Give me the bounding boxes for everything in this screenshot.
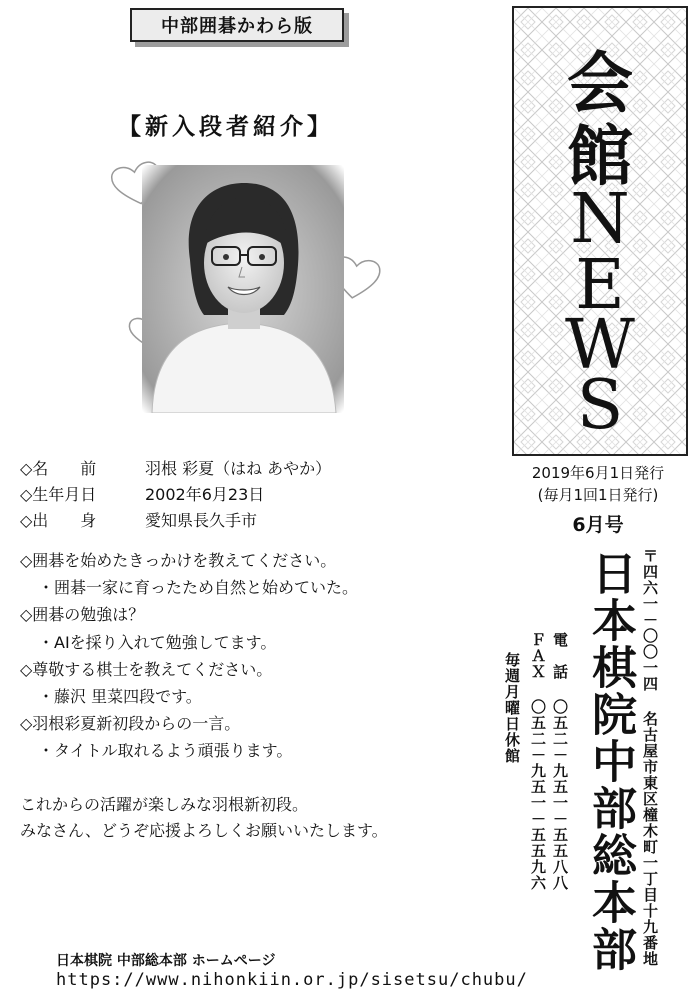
closing-line: みなさん、どうぞ応援よろしくお願いいたします。 — [20, 821, 388, 840]
header-tag: 中部囲碁かわら版 — [130, 8, 344, 42]
masthead-char: W — [565, 306, 635, 385]
masthead-char: S — [576, 366, 624, 445]
interview-question: ◇囲碁の勉強は？ — [20, 605, 145, 624]
closing-line: これからの活躍が楽しみな羽根新初段。 — [20, 795, 309, 814]
interview-answer: ・AIを採り入れて勉強してます。 — [38, 633, 277, 652]
homepage-label: 日本棋院 中部総本部 ホームページ — [56, 953, 276, 969]
masthead-char: 会 — [567, 44, 633, 122]
section-title: 【新入段者紹介】 — [118, 114, 334, 140]
org-address: 〒四六一－〇〇一四 名古屋市東区橦木町一丁目十九番地 — [641, 548, 659, 967]
issue-frequency: (毎月1回1日発行) — [537, 486, 659, 504]
issue-month: 6月号 — [572, 514, 624, 536]
interview-answer: ・タイトル取れるよう頑張ります。 — [38, 741, 293, 760]
interview-answer: ・囲碁一家に育ったため自然と始めていた。 — [38, 578, 359, 597]
profile-value: 羽根 彩夏（はね あやか） — [145, 459, 332, 478]
issue-date: 2019年6月1日発行 — [531, 464, 665, 482]
interview-question: ◇羽根彩夏新初段からの一言。 — [20, 714, 241, 733]
profile-label: ◇生年月日 — [20, 485, 97, 504]
profile-value: 2002年6月23日 — [145, 485, 265, 504]
org-fax: ＦＡＸ 〇五二－九五一－五五九六 — [529, 632, 547, 891]
masthead-char: 館 — [567, 117, 633, 195]
masthead — [512, 6, 688, 456]
profile-value: 愛知県長久手市 — [145, 511, 258, 530]
profile-label: ◇名 前 — [20, 459, 97, 478]
profile-label: ◇出 身 — [20, 511, 97, 530]
masthead-char: E — [575, 246, 625, 325]
interview-answer: ・藤沢 里菜四段です。 — [38, 687, 202, 706]
interview-question: ◇囲碁を始めたきっかけを教えてください。 — [20, 551, 337, 570]
masthead-char: N — [570, 180, 630, 259]
org-phone: 電 話 〇五二－九五一－五五八八 — [551, 632, 569, 891]
closed-day: 毎週月曜日休館 — [503, 652, 521, 764]
org-name: 日本棋院中部総本部 — [584, 550, 637, 973]
homepage-url[interactable]: https://www.nihonkiin.or.jp/sisetsu/chubu/ — [56, 970, 528, 990]
interview-question: ◇尊敬する棋士を教えてください。 — [20, 660, 273, 679]
portrait-photo — [142, 165, 344, 413]
